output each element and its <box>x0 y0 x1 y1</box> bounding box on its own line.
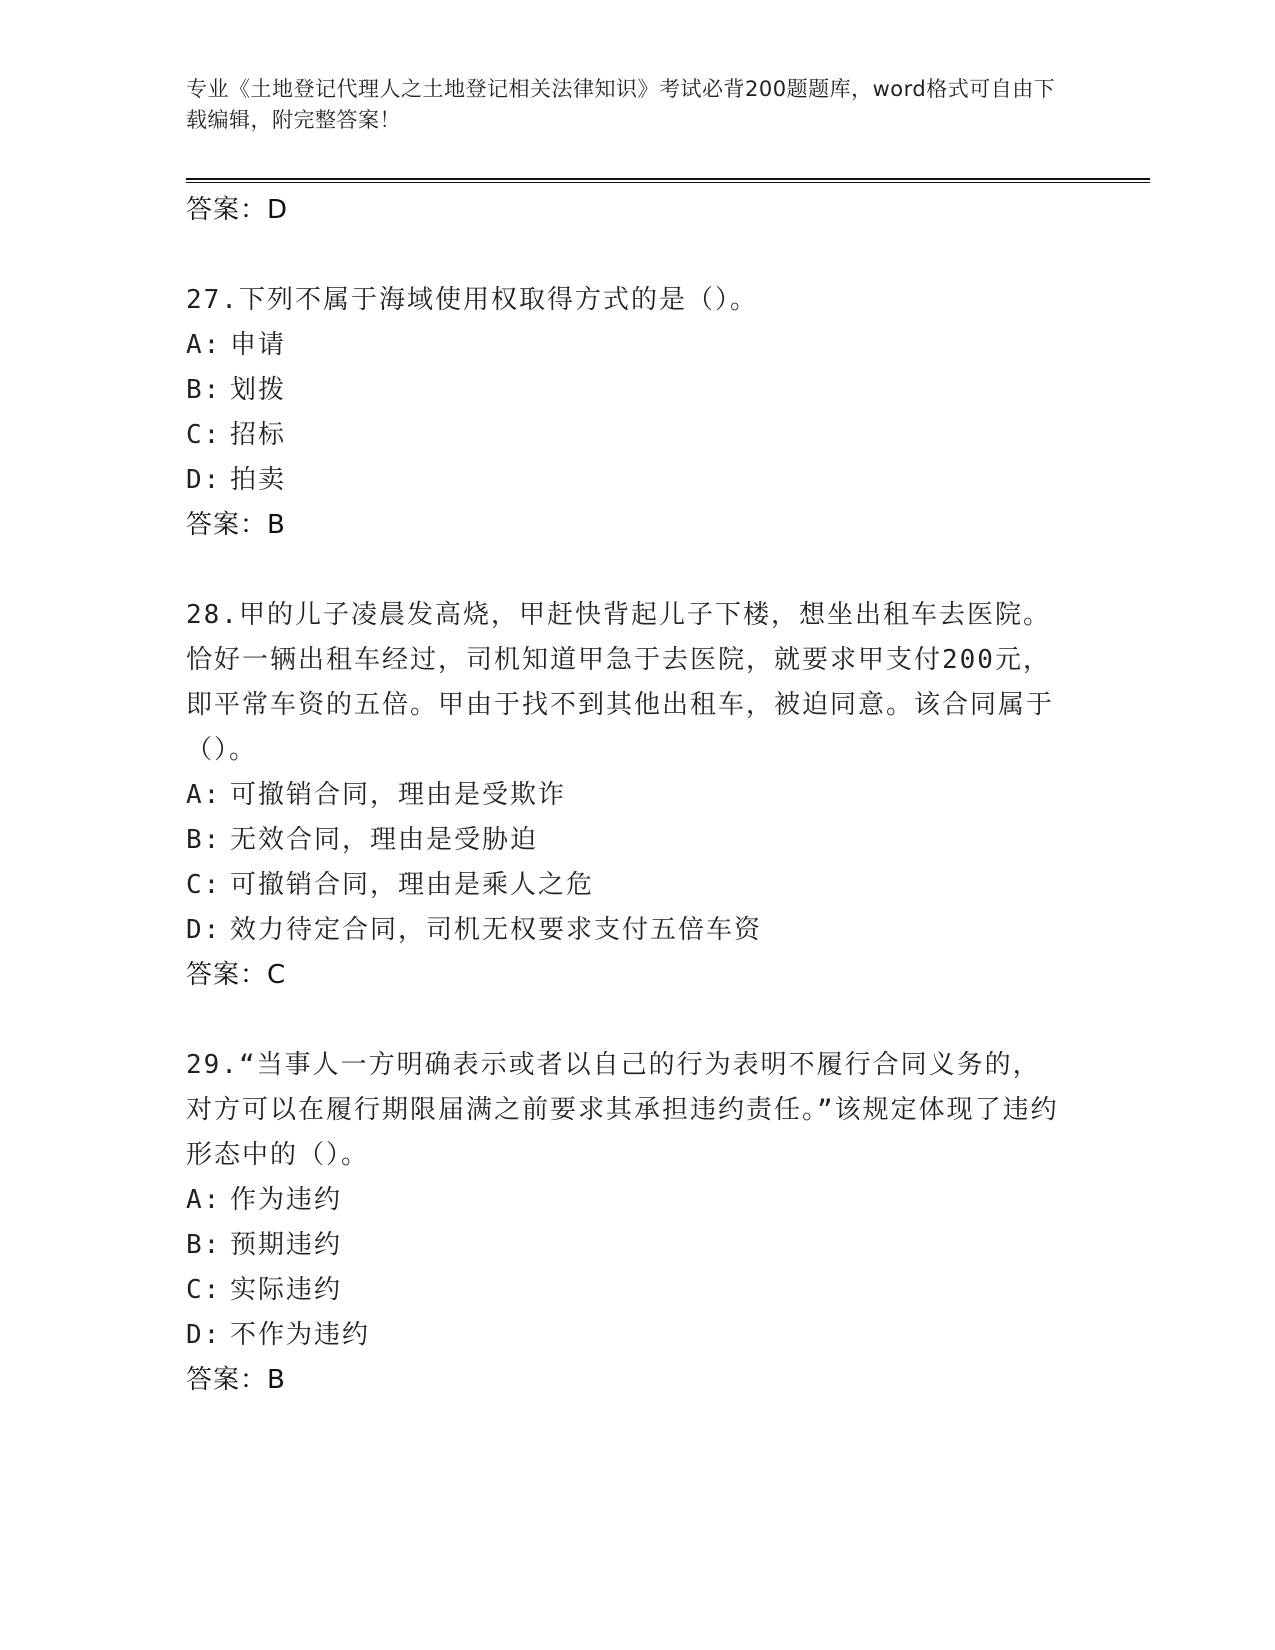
option-text: 划拨 <box>230 375 287 405</box>
option-d <box>186 458 1066 503</box>
option-letter: B: <box>186 1230 222 1260</box>
option-text: 预期违约 <box>230 1230 343 1260</box>
option-a <box>186 773 1066 818</box>
option-b <box>186 818 1066 863</box>
option-text: 可撤销合同，理由是乘人之危 <box>230 870 595 900</box>
spacer <box>186 233 1066 278</box>
option-a <box>186 323 1066 368</box>
option-c <box>186 1268 1066 1313</box>
option-text: 不作为违约 <box>230 1320 371 1350</box>
option-letter: A: <box>186 330 222 360</box>
question-text: 29.“当事人一方明确表示或者以自己的行为表明不履行合同义务的，对方可以在履行期限届满之前要求其承担违约责任。”该规定体现了违约形态中的（）。 <box>186 1050 1059 1170</box>
option-letter: C: <box>186 420 222 450</box>
option-text: 申请 <box>230 330 287 360</box>
answer-label: 答案：C <box>186 960 287 990</box>
header-divider-thin <box>186 182 1150 183</box>
option-letter: A: <box>186 1185 222 1215</box>
option-letter: A: <box>186 780 222 810</box>
option-text: 效力待定合同，司机无权要求支付五倍车资 <box>230 915 763 945</box>
question-text: 28.甲的儿子凌晨发高烧，甲赶快背起儿子下楼，想坐出租车去医院。恰好一辆出租车经过，司机知道甲急于去医院，就要求甲支付200元，即平常车资的五倍。甲由于找不到其他出租车，被迫同意。该合同属于（）。 <box>186 600 1055 765</box>
option-a <box>186 1178 1066 1223</box>
option-text: 招标 <box>230 420 287 450</box>
option-text: 可撤销合同，理由是受欺诈 <box>230 780 567 810</box>
option-b <box>186 1223 1066 1268</box>
answer-label: 答案：B <box>186 1365 286 1395</box>
option-letter: D: <box>186 915 222 945</box>
option-letter: B: <box>186 825 222 855</box>
question-text: 27.下列不属于海域使用权取得方式的是（）。 <box>186 285 758 315</box>
option-text: 拍卖 <box>230 465 287 495</box>
document-header: 专业《土地登记代理人之土地登记相关法律知识》考试必背200题题库，word格式可自由下载编辑，附完整答案！ <box>186 77 1056 132</box>
option-d <box>186 908 1066 953</box>
option-c <box>186 863 1066 908</box>
option-text: 作为违约 <box>230 1185 343 1215</box>
question-list <box>186 188 1066 1403</box>
option-letter: C: <box>186 1275 222 1305</box>
option-letter: D: <box>186 1320 222 1350</box>
question-block <box>186 1043 1066 1403</box>
option-text: 无效合同，理由是受胁迫 <box>230 825 539 855</box>
option-c <box>186 413 1066 458</box>
option-letter: B: <box>186 375 222 405</box>
question-block <box>186 593 1066 998</box>
answer-label: 答案：D <box>186 195 289 225</box>
spacer <box>186 548 1066 593</box>
answer-label: 答案：B <box>186 510 286 540</box>
option-letter: D: <box>186 465 222 495</box>
question-block <box>186 278 1066 548</box>
option-text: 实际违约 <box>230 1275 343 1305</box>
option-letter: C: <box>186 870 222 900</box>
option-b <box>186 368 1066 413</box>
option-d <box>186 1313 1066 1358</box>
spacer <box>186 998 1066 1043</box>
header-divider-thick <box>186 178 1150 180</box>
